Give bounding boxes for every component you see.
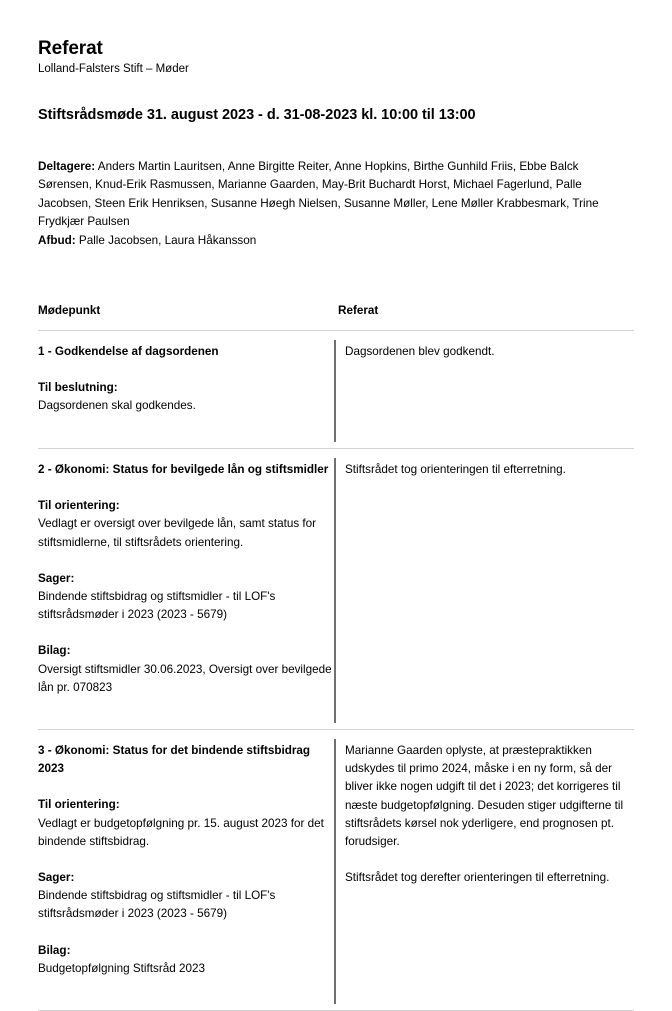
table-row — [38, 730, 634, 1010]
document-subtitle: Lolland-Falsters Stift – Møder — [38, 63, 189, 75]
paragraph-spacer — [38, 778, 334, 796]
paragraph-spacer — [345, 851, 634, 869]
absent-label: Afbud: — [38, 233, 76, 247]
absent-list: Palle Jacobsen, Laura Håkansson — [78, 233, 257, 247]
agenda-block-label: Til beslutning: — [38, 381, 118, 395]
agenda-block-text: Bindende stiftsbidrag og stiftsmidler - til LOF's stiftsrådsmøder i 2023 (2023 - 5679) — [38, 590, 276, 622]
agenda-block-text: Dagsordenen skal godkendes. — [38, 399, 196, 413]
table-row-content — [38, 449, 634, 729]
agenda-block-text: Vedlagt er budgetopfølgning pr. 15. august 2023 for det bindende stiftsbidrag. — [38, 816, 324, 848]
column-header-minutes: Referat — [338, 304, 379, 317]
agenda-block-label: Bilag: — [38, 644, 71, 658]
paragraph-spacer — [38, 924, 334, 942]
participants-label: Deltagere: — [38, 160, 96, 173]
column-divider — [334, 739, 336, 1004]
agenda-block-text: Budgetopfølgning Stiftsråd 2023 — [38, 961, 205, 975]
agenda-item-title: 2 - Økonomi: Status for bevilgede lån og stiftsmidler — [38, 463, 329, 476]
column-header-agenda: Mødepunkt — [38, 304, 101, 317]
paragraph-spacer — [38, 479, 334, 497]
paragraph-spacer — [38, 361, 334, 379]
minutes-cell — [345, 742, 634, 887]
agenda-block-label: Til orientering: — [38, 499, 120, 513]
paragraph-spacer — [38, 851, 334, 869]
agenda-block-text: Vedlagt er oversigt over bevilgede lån, samt status for stiftsmidlerne, til stiftsrådets orientering. — [38, 517, 317, 549]
document-header — [38, 38, 634, 77]
table-header-row — [38, 303, 634, 330]
agenda-block-label: Til orientering: — [38, 798, 120, 812]
agenda-cell — [38, 461, 334, 697]
column-divider — [334, 458, 336, 723]
minutes-paragraph: Stiftsrådet tog orienteringen til efterretning. — [345, 463, 566, 476]
agenda-item-title: 1 - Godkendelse af dagsordenen — [38, 345, 219, 358]
agenda-cell — [38, 343, 334, 416]
agenda-block-text: Bindende stiftsbidrag og stiftsmidler - til LOF's stiftsrådsmøder i 2023 (2023 - 5679) — [38, 889, 276, 921]
participants-list: Anders Martin Lauritsen, Anne Birgitte Reiter, Anne Hopkins, Birthe Gunhild Friis, Ebbe Balck Sørensen, Knud-Erik Rasmussen, Marianne Gaarden, May-Brit Buchardt Horst, Michael Fagerlund, Palle Jacobsen, Steen Erik Henriksen, Susanne Høegh Nielsen, Susanne Møller, Lene Møller Krabbesmark, Trine Frydkjær Paulsen — [38, 160, 599, 229]
minutes-cell — [345, 461, 634, 479]
minutes-paragraph: Marianne Gaarden oplyste, at præstepraktikken udskydes til primo 2024, måske i en ny form, så der bliver ikke nogen udgift til det i 2023; det korrigeres til næste budgetopfølgning. Desuden stiger udgifterne til stiftsrådets kørsel nok yderligere, end prognosen pt. forudsiger. — [345, 744, 624, 849]
minutes-cell — [345, 343, 634, 361]
table-body — [38, 331, 634, 1011]
minutes-paragraph: Dagsordenen blev godkendt. — [345, 345, 495, 358]
agenda-cell — [38, 742, 334, 978]
minutes-paragraph: Stiftsrådet tog derefter orienteringen til efterretning. — [345, 871, 610, 885]
meeting-title: Stiftsrådsmøde 31. august 2023 - d. 31-08-2023 kl. 10:00 til 13:00 — [38, 107, 476, 123]
table-row — [38, 449, 634, 729]
table-row — [38, 331, 634, 448]
column-divider — [334, 340, 336, 442]
table-row-content — [38, 730, 634, 1010]
agenda-block-text: Oversigt stiftsmidler 30.06.2023, Oversigt over bevilgede lån pr. 070823 — [38, 662, 332, 694]
attendance-block — [38, 158, 626, 250]
paragraph-spacer — [38, 552, 334, 570]
agenda-block-label: Sager: — [38, 871, 75, 885]
agenda-block-label: Sager: — [38, 571, 75, 585]
agenda-block-label: Bilag: — [38, 943, 71, 957]
minutes-table — [38, 303, 634, 1011]
document-title: Referat — [38, 38, 103, 59]
table-row-content — [38, 331, 634, 448]
paragraph-spacer — [38, 624, 334, 642]
agenda-item-title: 3 - Økonomi: Status for det bindende stiftsbidrag 2023 — [38, 744, 311, 776]
